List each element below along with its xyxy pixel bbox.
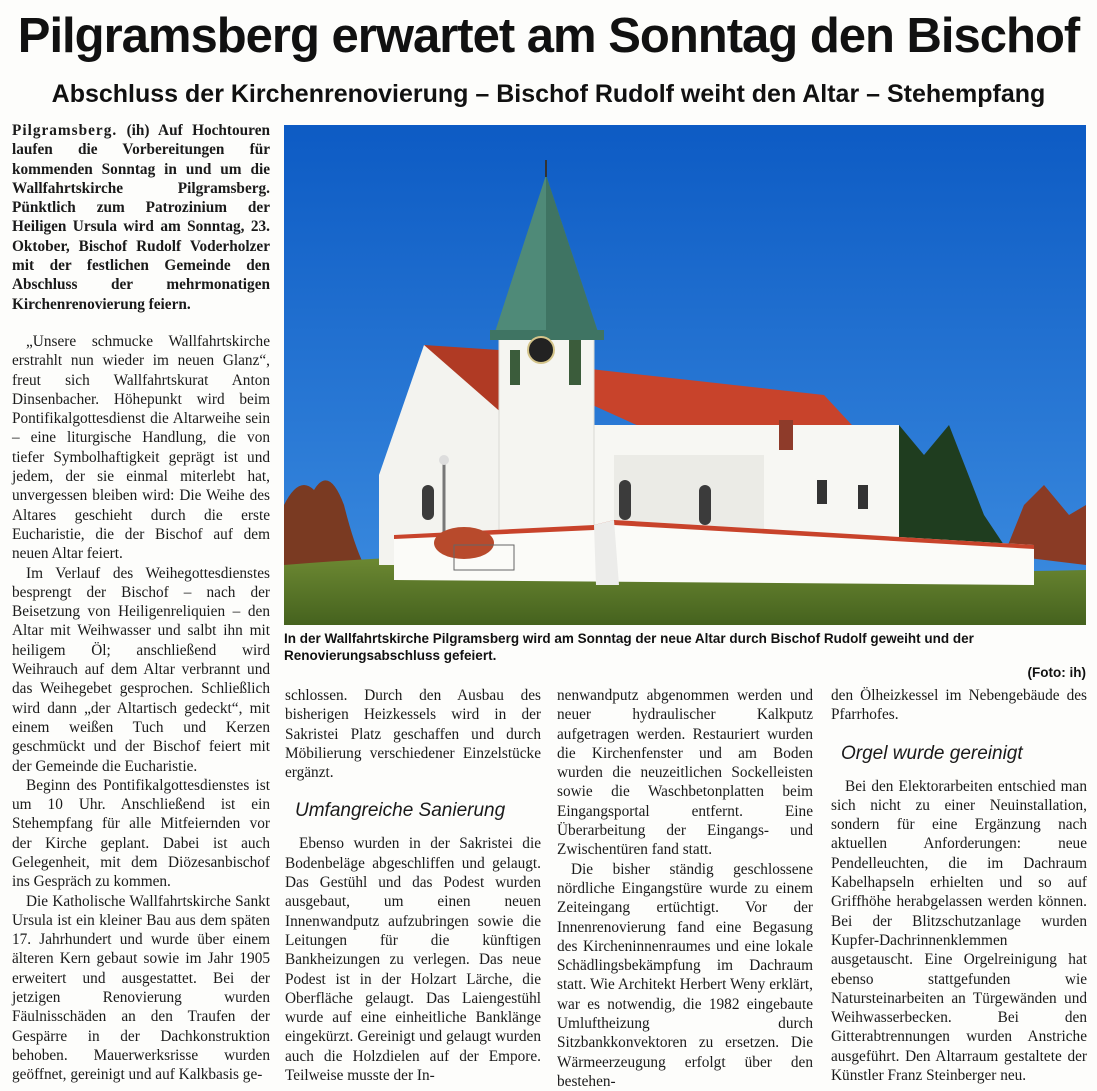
body-paragraph: Die Katholische Wallfahrtskirche Sankt Ursula ist ein kleiner Bau aus dem späten 17. Jahrhundert und wurde über einem älteren Kern gebaut sowie im Jahr 1905 erweitert und ausgestattet. Bei der jetzigen Renovierung wurden Fäulnisschäden an den Traufen der Gespärre in der Dachkonstruktion behoben. Mauerwerksrisse wurden geöffnet, gereinigt und auf Kalkbasis ge- [12,892,270,1084]
body-paragraph: Die bisher ständig geschlossene nördliche Eingangstüre wurde zu einem Zeiteingang ertüchtigt. Vor der Innenrenovierung fand eine Begasung des Kircheninnenraumes und eine lokale Schädlingsbekämpfung im Dachraum statt. Wie Architekt Herbert Weny erklärt, war es notwendig, die 1982 eingebaute Umluftheizung durch Sitzbankkonvektoren zu ersetzen. Die Wärmeerzeugung erfolgt über den bestehen- [557,860,813,1090]
lead-text: (ih) Auf Hochtouren laufen die Vorbereitungen für kommenden Sonntag in und um die Wallfahrtskirche Pilgramsberg. Pünktlich zum Patrozinium der Heiligen Ursula wird am Sonntag, 23. Oktober, Bischof Rudolf Voderholzer mit der festlichen Gemeinde den Abschluss der mehrmonatigen Kirchenrenovierung feiern. [12,122,270,313]
lead-paragraph [12,121,270,314]
photo-credit: (Foto: ih) [1027,665,1086,680]
article-column-1 [12,121,270,1085]
body-paragraph: Bei den Elektorarbeiten entschied man sich nicht zu einer Neuinstallation, sondern für eine Ergänzung nach aktuellen Anforderungen: neue Pendelleuchten, die im Dachraum Kabelhapseln erhielten und so auf Griffhöhe herabgelassen werden können. Bei der Blitzschutzanlage wurden Kupfer-Dachrinnenklemmen ausgetauscht. Eine Orgelreinigung hat ebenso stattgefunden wie Natursteinarbeiten an Türgewänden und Weihwasserbecken. Bei den Gitterabtrennungen wurden Anstriche ausgeführt. Den Altarraum gestaltete der Künstler Franz Steinberger neu. [831,777,1087,1085]
body-paragraph: Ebenso wurden in der Sakristei die Bodenbeläge abgeschliffen und gelaugt. Das Gestühl und das Podest wurden ausgebaut, um einen neuen Innenwandputz aufzubringen sowie die Leitungen für die künftigen Bankheizungen zu verlegen. Das neue Podest ist in der Holzart Lärche, die Oberfläche gelaugt. Das Laiengestühl wurde auf eine einheitliche Banklänge eingekürzt. Gereinigt und gelaugt wurden auch die Holzdielen auf der Empore. Teilweise musste der In- [285,835,541,1085]
subheading-sanierung: Umfangreiche Sanierung [295,800,506,822]
body-paragraph: nenwandputz abgenommen werden und neuer hydraulischer Kalkputz aufgetragen werden. Restauriert wurden die Kirchenfenster und am Boden wurden die neuzeitlichen Sockelleisten sowie die Waschbetonplatten beim Eingangsportal entfernt. Eine Überarbeitung der Eingangs- und Zwischentüren fand statt. [557,687,813,859]
article-column-4 [831,686,1087,1085]
article-column-2 [285,686,541,1085]
subheading-orgel: Orgel wurde gereinigt [841,742,1023,764]
article-column-3 [557,686,813,1091]
subheadline: Abschluss der Kirchenrenovierung – Bischof Rudolf weiht den Altar – Stehempfang [51,80,1046,108]
body-paragraph: Im Verlauf des Weihegottesdienstes besprengt der Bischof – nach der Beisetzung von Heiligenreliquien – den Altar mit Weihwasser und salbt ihn mit heiligem Öl; anschließend wird Weihrauch auf dem Altar verbrannt und das Weihegebet gesprochen. Schließlich wird dann „der Altartisch gedeckt“, mit einem weißen Tuch und Kerzen geschmückt und der Bischof feiert mit der Gemeinde die Eucharistie. [12,564,270,775]
body-paragraph: „Unsere schmucke Wallfahrtskirche erstrahlt nun wieder im neuen Glanz“, freut sich Wallfahrtskurat Anton Dinsenbacher. Höhepunkt wird beim Pontifikalgottesdienst die Altarweihe sein – eine liturgische Handlung, die von tiefer Symbolhaftigkeit geprägt ist und jedem, der sie einmal miterlebt hat, unvergessen bleiben wird: Die Weihe des Altares geschieht durch die erste Eucharistie, die der Bischof auf dem neuen Altar feiert. [12,332,270,563]
church-photo [284,125,1086,625]
body-paragraph: den Ölheizkessel im Nebengebäude des Pfarrhofes. [831,687,1087,724]
body-paragraph: schlossen. Durch den Ausbau des bisherigen Heizkessels wird in der Sakristei Platz geschaffen und durch Möbilierung verschiedener Einzelstücke ergänzt. [285,687,541,782]
caption-text: In der Wallfahrtskirche Pilgramsberg wird am Sonntag der neue Altar durch Bischof Rudolf geweiht und der Renovierungsabschluss gefeiert. [284,631,974,663]
headline: Pilgramsberg erwartet am Sonntag den Bischof [17,9,1080,63]
dateline: Pilgramsberg. [12,122,118,139]
body-paragraph: Beginn des Pontifikalgottesdienstes ist um 10 Uhr. Anschließend ist ein Stehempfang für alle Mitfeiernden vor der Kirche geplant. Dabei ist auch Gelegenheit, mit dem Diözesanbischof ins Gespräch zu kommen. [12,776,270,891]
photo-caption [284,630,1086,681]
